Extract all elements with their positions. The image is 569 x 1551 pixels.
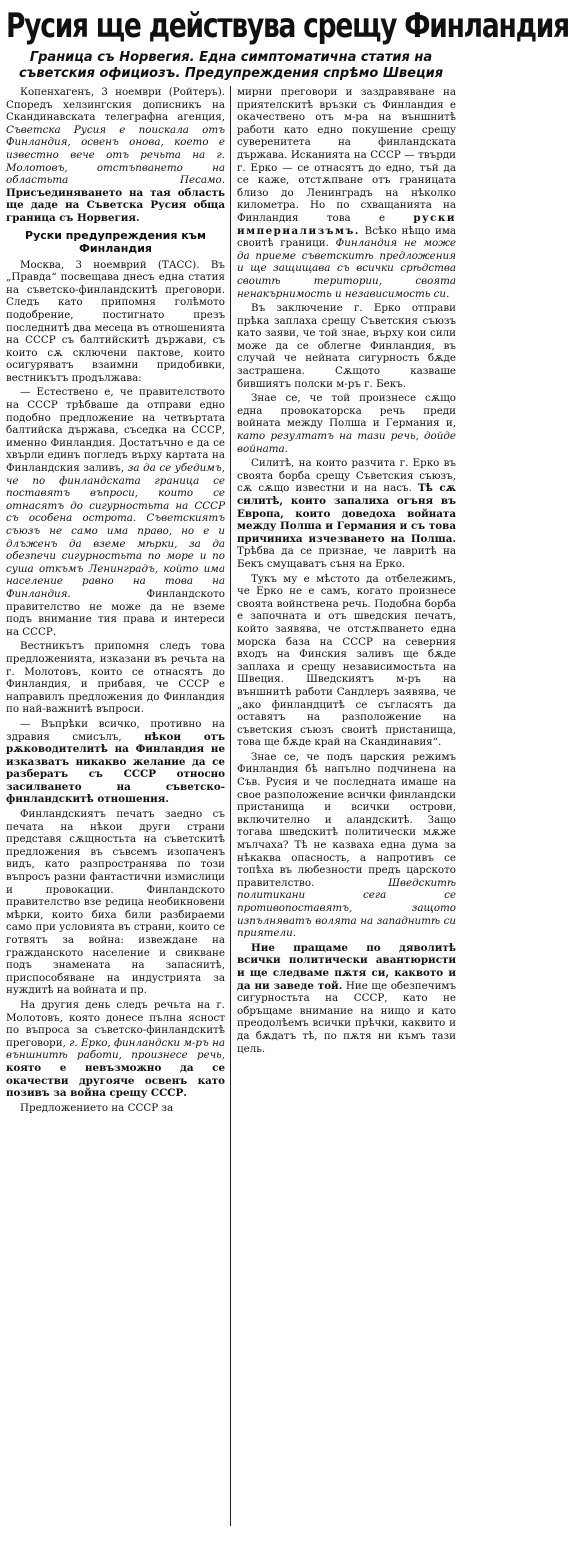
- paragraph: [6, 999, 225, 1100]
- text-run: мирни преговори и заздравяване на приятелскитѣ връзки съ Финландия е окачествено отъ м-ра на външнитѣ работи като едно покушение срещу суверенитета на финландската държава. Исканията на СССР — твърди г. Ерко — се отнасятъ до едно, тъй да се каже, отстѫпване отъ границата близо до Ленинградъ на нѣколко километра. Но по схващанията на Финландия това е: [237, 86, 456, 224]
- paragraph: Москва, 3 ноемврий (ТАСС). Въ „Правда“ посвещава днесъ една статия на съветско-финландскитѣ преговори. Следъ като припомня голѣмото подобрение, постигнато презъ последнитѣ два месеца въ отношенията на СССР съ балтийскитѣ държави, съ които сѫ сключени пактове, които осигуряватъ взаимни придобивки, вестникътъ продължава:: [6, 258, 225, 384]
- paragraph: [237, 86, 456, 300]
- paragraph: Тукъ му е мѣстото да отбележимъ, че Ерко не е самъ, когато произнесе своята войнствена речь. Подобна борба е започната и отъ шведския печатъ, който заявява, че отстѫпването една морска база на СССР на северния входъ на Финския заливъ ще бѫде заплаха и срещу независимостьта на Швеция. Шведскиятъ м-ръ на външнитѣ работи Сандлеръ заявява, че „ако финландцитѣ се съгласятъ да оставятъ на разположение на съветския съюзъ своитѣ пристанища, това ще бѫде край на Скандинавия“.: [237, 572, 456, 749]
- text-run: Всѣко нѣщо има своитѣ граници.: [237, 224, 456, 250]
- paragraph: [237, 942, 456, 1055]
- paragraph: [6, 86, 225, 225]
- text-run: Финландското правителство не може да не вземе подъ внимание тия права и интереси на СССР.: [6, 587, 225, 638]
- left-column: [6, 86, 231, 1526]
- text-run: Трѣбва да се признае, че лавритѣ на Бекъ смущаватъ съня на Ерко.: [237, 545, 456, 570]
- text-run: — Естествено е, че правителството на СССР трѣбваше да отправи едно подобно предложение на четвъртата балтийска държава, съседка на СССР, именно Финландия. Достатъчно е да се хвърли единъ погледъ върху картата на Финландския заливъ,: [6, 386, 225, 475]
- paragraph: Финландскиятъ печатъ заедно съ печата на нѣкои други страни представя сѫщностьта на съветскитѣ предложения въ съвсемъ изопаченъ видъ, като разпространява по този въпросъ разни фантастични измислици и провокации. Финландското правителство взе редица необикновени мѣрки, които биха били разбираеми само при условията въ страни, които се готвятъ за война: извеждане на гражданското население и свикване подъ знамената на запаснитѣ, приспособяване на индустрията за нуждитѣ на войната и пр.: [6, 808, 225, 997]
- paragraph: [6, 718, 225, 806]
- paragraph: Предложението на СССР за: [20, 1101, 174, 1114]
- paragraph: [6, 386, 225, 638]
- article-body: [6, 86, 456, 1526]
- italic-run: Финландия не може да приеме съветскитѣ предложения и ще защищава съ всички срѣдства своитѣ територии, своята ненакърнимость и независимость си.: [237, 237, 457, 300]
- text-run: Знае се, че той произнесе сѫщо една провокаторска речь преди войната между Полша и Германия и,: [237, 392, 456, 430]
- text-run: На другия день следъ речьта на г. Молотовъ, която донесе пълна ясност по въпроса за съветско-финландскитѣ преговори,: [6, 998, 225, 1049]
- text-run: Знае се, че подъ царския режимъ Финландия бѣ напълно подчинена на Съв. Русия и че последната имаше на свое разположение всички финландски пристанища и всички острови, включително и аландскитѣ. Защо тогава шведскитѣ политически мѫже мълчаха? Тѣ не казваха една дума за нѣкаква опасность, а напротивъ се топѣха въ любезности предъ царското правителство.: [237, 750, 456, 889]
- italic-run: за да се убедимъ, че по финландската граница се поставятъ въпроси, които се отнасятъ до сигурностьта на СССР съ особена острота. Съветскиятъ съюзъ не само има право, но е и длъженъ да вземе мѣрки, за да обезпечи сигурностьта по море и по суша откъмъ Ленинградъ, който има население равно на това на Финландия.: [6, 462, 225, 600]
- subheadline: Граница съ Норвегия. Една симптоматична статия на съветския официозъ. Предупреждения спрѣмо Швеция: [18, 50, 444, 81]
- right-column: [231, 86, 456, 1526]
- text-run: Ние ще обезпечимъ сигурностьта на СССР, като не обръщаме внимание на нищо и като преодолѣемъ всички прѣчки, каквито и да бѫдатъ тѣ, по пѫтя ни къмъ тази цель.: [237, 979, 456, 1055]
- italic-run: Съветска Русия е поискала отъ Финландия, освенъ онова, което е известно вече отъ речьта на г. Молотовъ, отстъпването на областьта Песамо.: [6, 123, 225, 187]
- spaced-run: руски империализъмъ.: [237, 211, 456, 237]
- headline: Русия ще действува срещу Финландия: [6, 6, 569, 46]
- italic-run: Шведскитѣ политикани сега се противопоставятъ, защото изпълняватъ волята на западнитѣ си приятели.: [237, 876, 456, 940]
- bold-run: Ние пращаме по дяволитѣ всички политически авантюристи и ще следваме пѫтя си, каквото и да ни заведе той.: [237, 941, 456, 992]
- bold-run: Присъединяването на тая область ще даде на Съветска Русия обща граница съ Норвегия.: [6, 186, 225, 224]
- bold-run: която е невъзможно да се окачестви другояче освенъ като позивъ за война срещу СССР.: [6, 1061, 225, 1100]
- paragraph: [237, 392, 456, 455]
- bold-run: Тѣ сѫ силитѣ, които запалиха огъня въ Европа, които доведоха войната между Полша и Германия и съ това причиниха изчезването на Полша.: [237, 482, 457, 545]
- italic-run: като резултатъ на тази речь, дойде войната.: [237, 430, 456, 455]
- paragraph: [237, 751, 456, 940]
- paragraph: [237, 457, 456, 570]
- text-run: Силитѣ, на които разчита г. Ерко въ своята борба срещу Съветския съюзъ, сѫ сѫщо известни и на насъ.: [237, 457, 456, 495]
- bold-run: нѣкои отъ рѫководителитѣ на Финландия не изказватъ никакво желание да се разбератъ съ СССР относно засилването на съветско-финландскитѣ отношения.: [6, 730, 225, 806]
- paragraph: Вестникътъ припомня следъ това предложенията, изказани въ речьта на г. Молотовъ, които се отнасятъ до Финландия, и прибавя, че СССР е направилъ предложения до Финландия по най-важнитѣ въпроси.: [6, 640, 225, 716]
- section-subtitle: Руски предупреждения към Финландия: [25, 228, 206, 255]
- text-run: — Въпрѣки всичко, противно на здравия смисълъ,: [6, 717, 225, 743]
- italic-run: г. Ерко, финландски м-ръ на външнитѣ работи, произнесе речь,: [6, 1036, 226, 1062]
- paragraph: Въ заключение г. Ерко отправи прѣка заплаха срещу Съветския съюзъ като заяви, че той знае, върху кои сили може да се облегне Финландия, въ случай че нейната сигурность бѫде застрашена. Сѫщото казваше бившиятъ полски м-ръ г. Бекъ.: [237, 302, 456, 390]
- text-run: Копенхагенъ, 3 ноември (Ройтеръ). Споредъ хелзингския дописникъ на Скандинавската телеграфна агенция,: [6, 86, 225, 124]
